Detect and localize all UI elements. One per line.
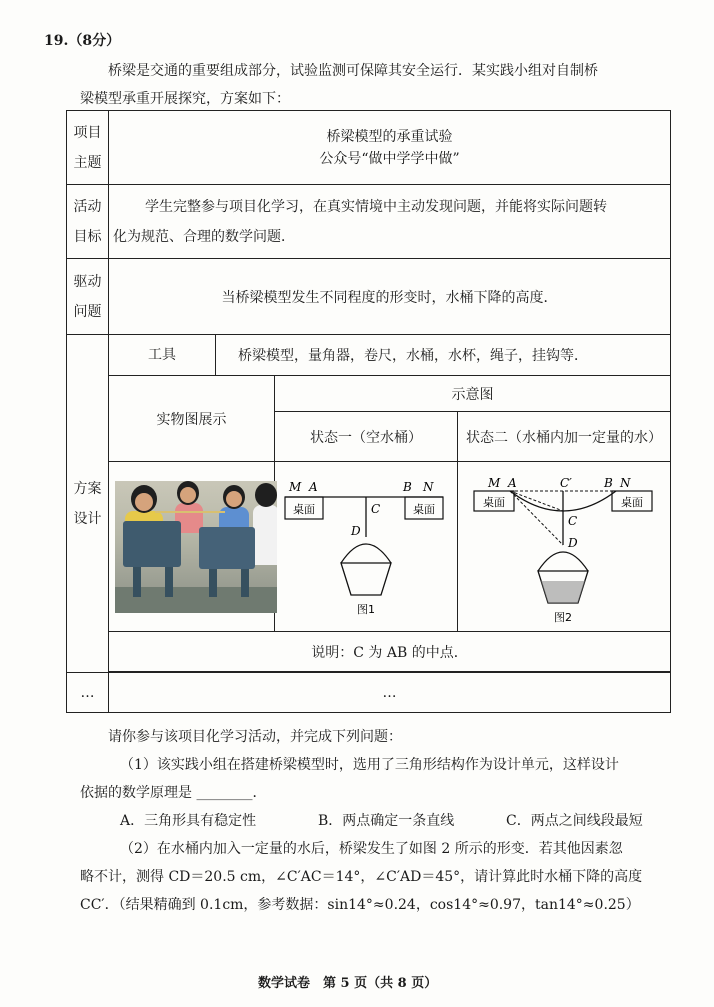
question-score: （8分） xyxy=(68,33,121,49)
photo-student-4 xyxy=(253,505,277,565)
fig1-label-N: N xyxy=(423,479,434,494)
fig2-caption: 图2 xyxy=(554,610,572,624)
row-topic xyxy=(67,111,671,185)
note-text: 说明：C 为 AB 的中点． xyxy=(311,644,468,661)
intro-line-1: 桥梁是交通的重要组成部分，试验监测可保障其安全运行．某实践小组对自制桥 xyxy=(108,63,598,79)
row-etc xyxy=(67,673,671,713)
goal-label-1: 活动 xyxy=(73,198,102,215)
design-label-1: 方案 xyxy=(73,480,102,497)
figure-2 xyxy=(458,463,668,631)
photo-leg-4 xyxy=(241,569,249,597)
fig2-desk-left-label: 桌面 xyxy=(483,495,505,509)
tools-label: 工具 xyxy=(109,335,216,375)
photo-label: 实物图展示 xyxy=(109,376,275,462)
fig2-water xyxy=(541,581,585,603)
photo-desk-right xyxy=(199,527,255,569)
figure-1-cell xyxy=(275,462,458,632)
fig1-label-A: A xyxy=(309,479,318,494)
intro-line-2: 梁模型承重开展探究，方案如下： xyxy=(80,91,290,107)
tools-cell xyxy=(109,335,671,376)
goal-content xyxy=(109,185,671,259)
photo-leg-3 xyxy=(209,569,217,597)
photo-head-4 xyxy=(255,483,277,507)
part1-line-1: （1）该实践小组在搭建桥梁模型时，选用了三角形结构作为设计单元，这样设计 xyxy=(120,757,619,773)
photo-cell xyxy=(109,462,275,632)
fig1-caption: 图1 xyxy=(357,602,375,616)
part2-line-3: CC′．（结果精确到 0.1cm，参考数据：sin14°≈0.24，cos14°≈0.97，tan14°≈0.25） xyxy=(80,897,640,913)
fig1-label-C: C xyxy=(371,501,381,516)
photo-bridge-model xyxy=(155,511,225,527)
diagram-label: 示意图 xyxy=(275,376,671,412)
drive-text: 当桥梁模型发生不同程度的形变时，水桶下降的高度． xyxy=(221,289,558,306)
photo-face-3 xyxy=(226,491,242,507)
fig2-label-D: D xyxy=(568,535,578,550)
fig2-desk-right-label: 桌面 xyxy=(621,495,643,509)
fig1-bucket xyxy=(341,563,391,595)
fig2-label-C: C xyxy=(568,513,578,528)
page-footer: 数学试卷 第 5 页（共 8 页） xyxy=(258,976,438,991)
etc-label: … xyxy=(67,673,109,713)
photo-desk-left xyxy=(123,521,181,567)
photo-face-2 xyxy=(180,487,196,503)
row-goal xyxy=(67,185,671,259)
state1-label: 状态一（空水桶） xyxy=(275,412,458,462)
fig1-label-M: M xyxy=(289,479,302,494)
topic-content xyxy=(109,111,671,185)
figure-1 xyxy=(275,463,455,631)
part1-option-b: B．两点确定一条直线 xyxy=(318,813,455,829)
goal-label-2: 目标 xyxy=(73,228,102,245)
part1-option-c: C．两点之间线段最短 xyxy=(506,813,643,829)
part2-line-2: 略不计，测得 CD＝20.5 cm，∠C′AC＝14°，∠C′AD＝45°，请计算此时水桶下降的高度 xyxy=(80,869,643,885)
tools-text: 桥梁模型，量角器，卷尺，水桶，水杯，绳子，挂钩等． xyxy=(238,348,588,364)
fig1-desk-right-label: 桌面 xyxy=(413,502,435,516)
design-label xyxy=(67,335,109,673)
fig2-bucket-handle xyxy=(538,552,588,571)
fig1-bucket-handle xyxy=(341,544,391,563)
fig2-label-Cp: C′ xyxy=(560,475,572,490)
topic-label-2: 主题 xyxy=(73,154,102,171)
drive-label-2: 问题 xyxy=(73,303,102,320)
part1-option-a: A．三角形具有稳定性 xyxy=(120,813,257,829)
row-figures xyxy=(67,462,671,632)
goal-label xyxy=(67,185,109,259)
row-drive xyxy=(67,259,671,335)
drive-label-1: 驱动 xyxy=(73,273,102,290)
topic-subtitle: 公众号“做中学学中做” xyxy=(319,150,460,167)
goal-text-2: 化为规范、合理的数学问题． xyxy=(113,228,295,245)
fig1-label-B: B xyxy=(403,479,412,494)
topic-title: 桥梁模型的承重试验 xyxy=(326,128,453,145)
drive-label xyxy=(67,259,109,335)
fig2-dashed-AC xyxy=(510,491,563,511)
figure-2-cell xyxy=(458,462,671,632)
note-cell xyxy=(109,632,671,672)
fig1-label-D: D xyxy=(351,523,361,538)
question-number xyxy=(44,30,120,50)
part1-stem: 依据的数学原理是 xyxy=(80,785,192,801)
part1-line-2 xyxy=(80,782,266,802)
photo-leg-1 xyxy=(133,567,141,597)
part2-line-1: （2）在水桶内加入一定量的水后，桥梁发生了如图 2 所示的形变．若其他因素忽 xyxy=(120,841,623,857)
etc-text: … xyxy=(109,673,671,713)
design-label-2: 设计 xyxy=(73,510,102,527)
fig2-label-A: A xyxy=(508,475,517,490)
fig2-dashed-AD xyxy=(510,491,563,545)
fig2-label-N: N xyxy=(620,475,631,490)
tools-row xyxy=(109,335,670,375)
classroom-photo xyxy=(115,481,277,613)
fig2-label-B: B xyxy=(604,475,613,490)
topic-label xyxy=(67,111,109,185)
goal-text-1: 学生完整参与项目化学习，在真实情境中主动发现问题，并能将实际问题转 xyxy=(145,198,607,215)
drive-content xyxy=(109,259,671,335)
part1-blank[interactable]: ________． xyxy=(196,785,267,801)
question-index: 19. xyxy=(44,33,69,49)
row-note xyxy=(67,632,671,672)
photo-face-1 xyxy=(135,493,153,511)
plan-table xyxy=(66,110,671,713)
topic-label-1: 项目 xyxy=(73,124,102,141)
prompt-text: 请你参与该项目化学习活动，并完成下列问题： xyxy=(108,729,402,745)
photo-leg-2 xyxy=(165,567,173,597)
fig2-label-M: M xyxy=(488,475,501,490)
row-diagram-header xyxy=(67,376,671,412)
row-tools xyxy=(67,335,671,376)
state2-label: 状态二（水桶内加一定量的水） xyxy=(458,412,671,462)
fig1-desk-left-label: 桌面 xyxy=(293,502,315,516)
